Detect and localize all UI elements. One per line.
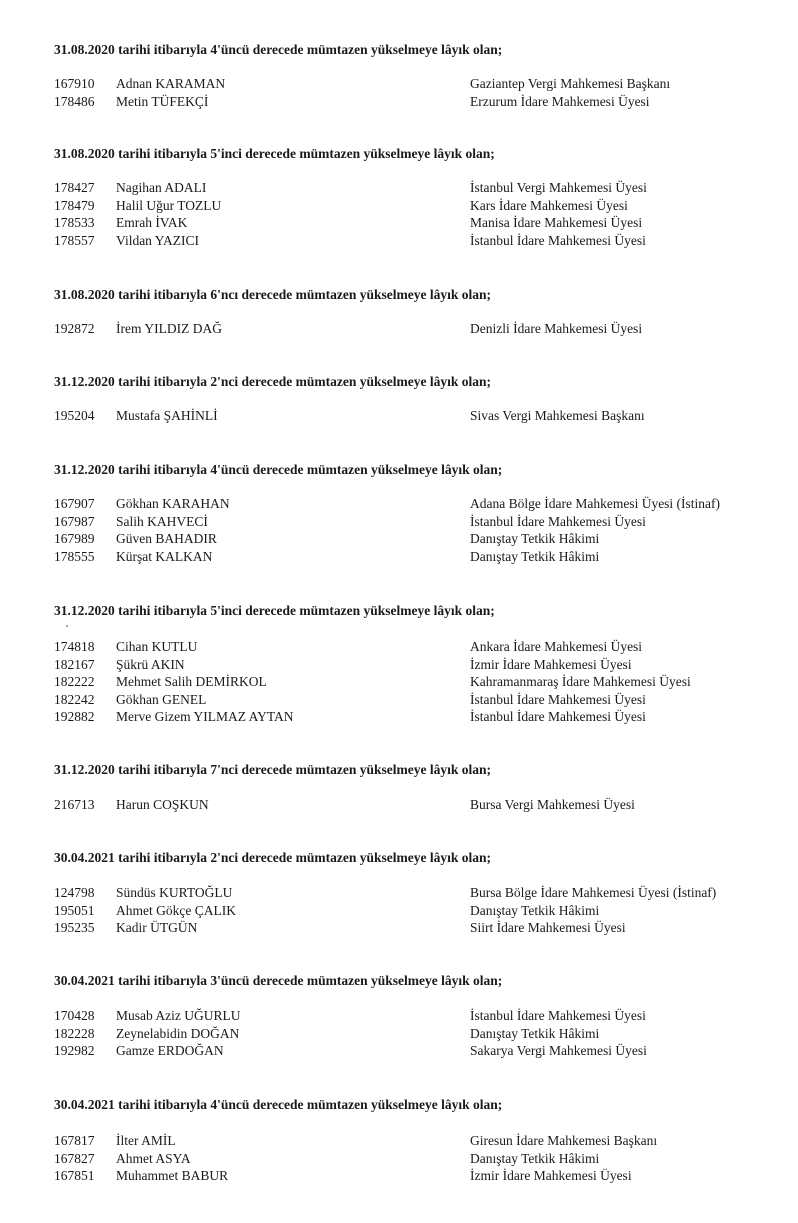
judge-post: Sivas Vergi Mahkemesi Başkanı xyxy=(470,408,645,423)
judge-post: İzmir İdare Mahkemesi Üyesi xyxy=(470,1168,632,1183)
judge-row xyxy=(0,885,798,903)
judge-row xyxy=(0,94,798,112)
judge-row xyxy=(0,215,798,233)
judge-name: Zeynelabidin DOĞAN xyxy=(116,1025,240,1041)
registry-number: 192882 xyxy=(54,709,95,724)
registry-number: 195235 xyxy=(54,920,95,935)
judge-row xyxy=(0,514,798,532)
registry-number: 178486 xyxy=(54,93,95,109)
judge-post: Manisa İdare Mahkemesi Üyesi xyxy=(470,215,643,230)
registry-number: 124798 xyxy=(54,885,95,900)
judge-name: Vildan YAZICI xyxy=(116,232,200,248)
judge-post: Kahramanmaraş İdare Mahkemesi Üyesi xyxy=(470,674,691,689)
judge-name: Merve Gizem YILMAZ AYTAN xyxy=(116,709,294,724)
judge-post: Danıştay Tetkik Hâkimi xyxy=(470,902,600,918)
judge-post: Erzurum İdare Mahkemesi Üyesi xyxy=(470,93,650,109)
judge-name: Ahmet ASYA xyxy=(116,1150,191,1166)
section-heading: 31.12.2020 tarihi itibarıyla 5'inci derecede mümtazen yükselmeye lâyık olan; xyxy=(54,603,495,618)
judge-row xyxy=(0,76,798,94)
judge-post: Denizli İdare Mahkemesi Üyesi xyxy=(470,321,643,336)
judge-name: Salih KAHVECİ xyxy=(116,513,208,529)
judge-row xyxy=(0,1008,798,1026)
section-heading: 30.04.2021 tarihi itibarıyla 3'üncü derecede mümtazen yükselmeye lâyık olan; xyxy=(54,973,503,988)
registry-number: 182242 xyxy=(54,691,95,707)
registry-number: 178555 xyxy=(54,548,95,564)
judge-post: Sakarya Vergi Mahkemesi Üyesi xyxy=(470,1043,647,1058)
judge-post: Adana Bölge İdare Mahkemesi Üyesi (İstinaf) xyxy=(470,496,721,511)
judge-name: Muhammet BABUR xyxy=(116,1168,229,1183)
section-heading: 30.04.2021 tarihi itibarıyla 4'üncü derecede mümtazen yükselmeye lâyık olan; xyxy=(54,1097,503,1112)
registry-number: 167827 xyxy=(54,1150,95,1166)
judge-row xyxy=(0,1026,798,1044)
judge-post: İstanbul İdare Mahkemesi Üyesi xyxy=(470,691,646,707)
judge-name: Halil Uğur TOZLU xyxy=(116,197,222,213)
judge-post: Bursa Vergi Mahkemesi Üyesi xyxy=(470,797,635,812)
section-heading: 31.12.2020 tarihi itibarıyla 4'üncü derecede mümtazen yükselmeye lâyık olan; xyxy=(54,462,503,477)
judge-list xyxy=(0,76,798,111)
judge-post: Kars İdare Mahkemesi Üyesi xyxy=(470,197,628,213)
judge-row xyxy=(0,321,798,339)
judge-name: Gamze ERDOĞAN xyxy=(116,1043,224,1058)
registry-number: 195051 xyxy=(54,902,95,918)
judge-row xyxy=(0,198,798,216)
judge-list xyxy=(0,639,798,727)
judge-list xyxy=(0,1133,798,1186)
registry-number: 182167 xyxy=(54,656,95,672)
judge-row xyxy=(0,1043,798,1061)
judge-post: İstanbul İdare Mahkemesi Üyesi xyxy=(470,709,646,724)
judge-name: İlter AMİL xyxy=(116,1133,176,1148)
judge-post: İstanbul İdare Mahkemesi Üyesi xyxy=(470,232,646,248)
judge-row xyxy=(0,920,798,938)
registry-number: 167989 xyxy=(54,531,95,546)
judge-name: Gökhan GENEL xyxy=(116,691,207,707)
registry-number: 167910 xyxy=(54,76,95,91)
judge-name: Kadir ÜTGÜN xyxy=(116,920,198,935)
judge-list xyxy=(0,1008,798,1061)
judge-row xyxy=(0,1168,798,1186)
judge-name: İrem YILDIZ DAĞ xyxy=(116,321,222,336)
judge-row xyxy=(0,639,798,657)
judge-row xyxy=(0,496,798,514)
judge-post: Danıştay Tetkik Hâkimi xyxy=(470,1150,600,1166)
judge-name: Ahmet Gökçe ÇALIK xyxy=(116,902,236,918)
judge-row xyxy=(0,408,798,426)
judge-name: Mustafa ŞAHİNLİ xyxy=(116,408,218,423)
registry-number: 182222 xyxy=(54,674,95,689)
registry-number: 216713 xyxy=(54,797,95,812)
judge-name: Musab Aziz UĞURLU xyxy=(116,1008,241,1023)
judge-list xyxy=(0,885,798,938)
judge-row xyxy=(0,1133,798,1151)
judge-name: Adnan KARAMAN xyxy=(116,76,226,91)
judge-row xyxy=(0,692,798,710)
judge-name: Güven BAHADIR xyxy=(116,531,217,546)
judge-row xyxy=(0,531,798,549)
registry-number: 174818 xyxy=(54,639,95,654)
registry-number: 170428 xyxy=(54,1008,95,1023)
judge-name: Gökhan KARAHAN xyxy=(116,496,230,511)
judge-name: Emrah İVAK xyxy=(116,215,188,230)
judge-row xyxy=(0,657,798,675)
judge-list xyxy=(0,496,798,566)
judge-post: İstanbul Vergi Mahkemesi Üyesi xyxy=(470,180,647,195)
judge-name: Metin TÜFEKÇİ xyxy=(116,93,209,109)
judge-name: Harun COŞKUN xyxy=(116,797,209,812)
section-heading: 31.12.2020 tarihi itibarıyla 2'nci derecede mümtazen yükselmeye lâyık olan; xyxy=(54,374,491,389)
registry-number: 192982 xyxy=(54,1043,95,1058)
judge-name: Şükrü AKIN xyxy=(116,656,185,672)
judge-post: Danıştay Tetkik Hâkimi xyxy=(470,548,600,564)
judge-name: Sündüs KURTOĞLU xyxy=(116,885,233,900)
registry-number: 192872 xyxy=(54,321,95,336)
judge-row xyxy=(0,709,798,727)
registry-number: 167817 xyxy=(54,1133,95,1148)
judge-list xyxy=(0,797,798,815)
judge-post: Gaziantep Vergi Mahkemesi Başkanı xyxy=(470,76,671,91)
section-heading: 31.08.2020 tarihi itibarıyla 5'inci derecede mümtazen yükselmeye lâyık olan; xyxy=(54,146,495,161)
judge-post: Siirt İdare Mahkemesi Üyesi xyxy=(470,920,626,935)
judge-row xyxy=(0,1151,798,1169)
judge-row xyxy=(0,903,798,921)
judge-list xyxy=(0,321,798,339)
judge-name: Mehmet Salih DEMİRKOL xyxy=(116,674,267,689)
judge-post: Ankara İdare Mahkemesi Üyesi xyxy=(470,639,643,654)
section-heading: 31.08.2020 tarihi itibarıyla 4'üncü derecede mümtazen yükselmeye lâyık olan; xyxy=(54,42,503,57)
judge-post: İzmir İdare Mahkemesi Üyesi xyxy=(470,656,632,672)
registry-number: 178557 xyxy=(54,232,95,248)
judge-row xyxy=(0,797,798,815)
judge-post: İstanbul İdare Mahkemesi Üyesi xyxy=(470,513,646,529)
judge-name: Cihan KUTLU xyxy=(116,639,198,654)
judge-post: Danıştay Tetkik Hâkimi xyxy=(470,1025,600,1041)
registry-number: 167851 xyxy=(54,1168,95,1183)
judge-row xyxy=(0,549,798,567)
registry-number: 178427 xyxy=(54,180,95,195)
judge-post: Danıştay Tetkik Hâkimi xyxy=(470,531,600,546)
scan-speck xyxy=(66,625,68,627)
registry-number: 178479 xyxy=(54,197,95,213)
judge-list xyxy=(0,180,798,250)
judge-row xyxy=(0,674,798,692)
registry-number: 178533 xyxy=(54,215,95,230)
registry-number: 195204 xyxy=(54,408,95,423)
judge-row xyxy=(0,180,798,198)
registry-number: 167987 xyxy=(54,513,95,529)
judge-name: Kürşat KALKAN xyxy=(116,548,213,564)
section-heading: 30.04.2021 tarihi itibarıyla 2'nci derecede mümtazen yükselmeye lâyık olan; xyxy=(54,850,491,865)
section-heading: 31.12.2020 tarihi itibarıyla 7'nci derecede mümtazen yükselmeye lâyık olan; xyxy=(54,762,491,777)
judge-list xyxy=(0,408,798,426)
judge-name: Nagihan ADALI xyxy=(116,180,207,195)
judge-post: Giresun İdare Mahkemesi Başkanı xyxy=(470,1133,658,1148)
registry-number: 167907 xyxy=(54,496,95,511)
registry-number: 182228 xyxy=(54,1025,95,1041)
judge-post: İstanbul İdare Mahkemesi Üyesi xyxy=(470,1008,646,1023)
judge-row xyxy=(0,233,798,251)
judge-post: Bursa Bölge İdare Mahkemesi Üyesi (İstinaf) xyxy=(470,885,717,900)
section-heading: 31.08.2020 tarihi itibarıyla 6'ncı derecede mümtazen yükselmeye lâyık olan; xyxy=(54,287,491,302)
